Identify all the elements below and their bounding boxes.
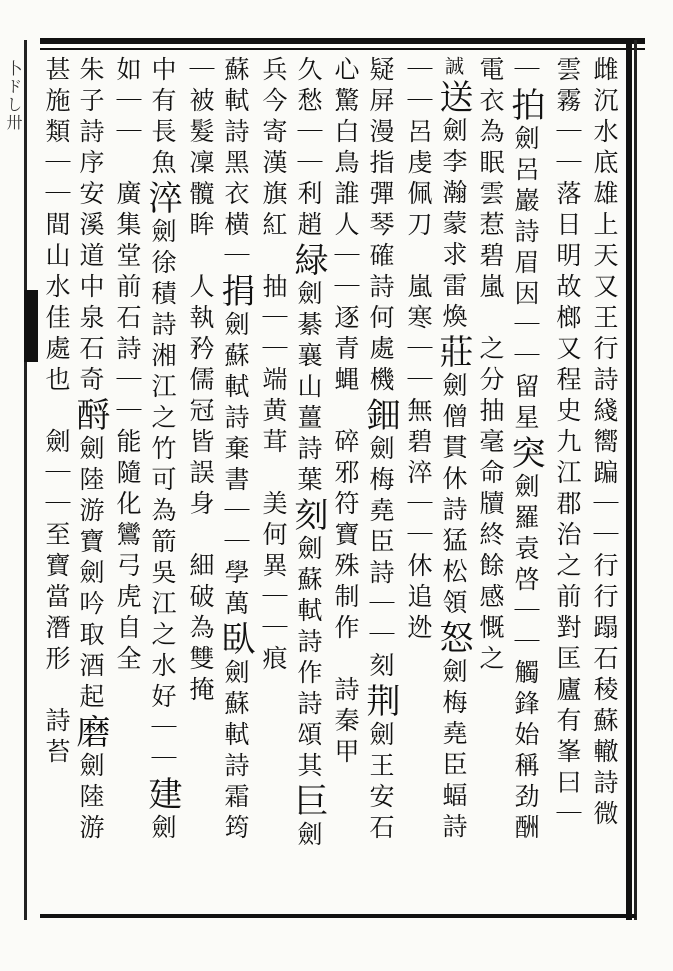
col15-a: 朱子詩序安溪道中泉石奇: [76, 56, 105, 397]
col9-h: 劍: [294, 821, 323, 852]
heading-jian: 建: [142, 776, 182, 814]
gutter-text: 卜ドし卅: [4, 60, 23, 132]
col4-text: 電衣為眠雲惹碧嵐 之分抽毫命牘終餘感慨之: [476, 56, 505, 676]
heading-song: 送: [433, 79, 473, 117]
text-column-10: [253, 56, 293, 912]
top-border: [40, 38, 645, 44]
text-column-2: [547, 56, 587, 912]
col2-text: 雲霧｜｜落日明故榔又程史九江郡治之前對匡廬有峯曰｜: [553, 56, 582, 831]
col15-c: 劍陸游寶劍吟取酒起: [76, 435, 105, 714]
col7-a: 疑屏漫指彈琴確詩何處機: [366, 56, 395, 397]
col5-e: 劍僧貫休詩猛松領: [439, 372, 468, 620]
heading-nu: 怒: [433, 620, 473, 658]
heading-jing: 荆: [360, 683, 400, 721]
col11-a: 蘇軾詩黑衣横｜: [221, 56, 250, 273]
heading-dian: 鈿: [360, 397, 400, 435]
right-border-outer: [634, 40, 637, 920]
text-column-16: [36, 56, 76, 912]
col3-e: 劍羅袁啓｜｜觸鋒始稱劲酬: [511, 473, 540, 845]
col3-c: 劍呂巖詩眉因｜｜留星: [511, 125, 540, 435]
text-column-13: [142, 56, 182, 912]
text-column-14: [107, 56, 147, 912]
col12-text: ｜被髮凜髖眸 人執矜儒冠皆誤身 細破為雙掩: [186, 56, 215, 707]
heading-lei: 酹: [70, 397, 110, 435]
col13-e: 劍: [148, 814, 177, 845]
heading-ju: 巨: [288, 783, 328, 821]
heading-lu: 緑: [288, 242, 328, 280]
col13-a: 中有長魚: [148, 56, 177, 180]
text-column-5: [433, 56, 473, 912]
text-column-1: [584, 56, 624, 912]
col8-text: 心驚白鳥誰人｜｜逐青蝿 碎邪符寶殊制作 詩秦甲: [331, 56, 360, 769]
bottom-border: [40, 914, 636, 918]
text-column-4: [470, 56, 510, 912]
heading-ke: 刻: [288, 497, 328, 535]
col10-text: 兵今寄漢旗紅 抽｜｜端黄茸 美何異｜｜痕: [259, 56, 288, 676]
col5-g: 劍梅堯臣蝠詩: [439, 658, 468, 844]
heading-wo: 臥: [215, 621, 255, 659]
col9-a: 久愁｜｜利趙: [294, 56, 323, 242]
col15-e: 劍陸游: [76, 752, 105, 845]
col6-text: ｜｜呂虔佩刀 嵐寒｜｜無碧淬｜｜休追迯: [404, 56, 433, 645]
top-border-inner: [40, 48, 645, 50]
col13-c: 劍徐積詩湘江之竹可為箭吳江之水好｜｜: [148, 218, 177, 776]
gutter-line: [24, 40, 27, 920]
col5-a: 誠: [442, 56, 464, 79]
col11-e: 劍蘇軾詩霜筠: [221, 659, 250, 845]
col7-c: 劍梅堯臣詩｜｜刻: [366, 435, 395, 683]
col11-c: 劍蘇軾詩棄書｜｜學萬: [221, 311, 250, 621]
col9-d: 綦襄山薑詩葉: [294, 311, 323, 497]
text-column-12: [180, 56, 220, 912]
col1-text: 雌沉水底雄上天又王行詩綫嚮蹁｜｜行行蹋石稜蘇轍詩微: [590, 56, 619, 831]
col9-c: 劍: [294, 280, 323, 311]
text-column-3: [505, 56, 545, 912]
col7-e: 劍王安石: [366, 721, 395, 845]
heading-juan: 捐: [215, 273, 255, 311]
text-column-7: [360, 56, 400, 912]
right-border: [626, 40, 632, 920]
heading-tu: 突: [505, 435, 545, 473]
heading-mo: 磨: [70, 714, 110, 752]
text-column-15: [70, 56, 110, 912]
text-column-6: [398, 56, 438, 912]
text-column-8: [325, 56, 365, 912]
heading-cui: 淬: [142, 180, 182, 218]
col5-c: 劍李瀚蒙求雷煥: [439, 117, 468, 334]
heading-pai: 拍: [505, 87, 545, 125]
col3-a: ｜: [511, 56, 540, 87]
col16-text: 甚施類｜｜間山水佳處也 劍｜｜至寶當潛形 詩苔: [42, 56, 71, 769]
col14-text: 如｜｜ 廣集堂前石詩｜｜能隨化鸞弓虎自全: [113, 56, 142, 676]
col9-f: 劍蘇軾詩作詩頌其: [294, 535, 323, 783]
text-column-9: [288, 56, 328, 912]
heading-zhuang: 莊: [433, 334, 473, 372]
text-column-11: [215, 56, 255, 912]
